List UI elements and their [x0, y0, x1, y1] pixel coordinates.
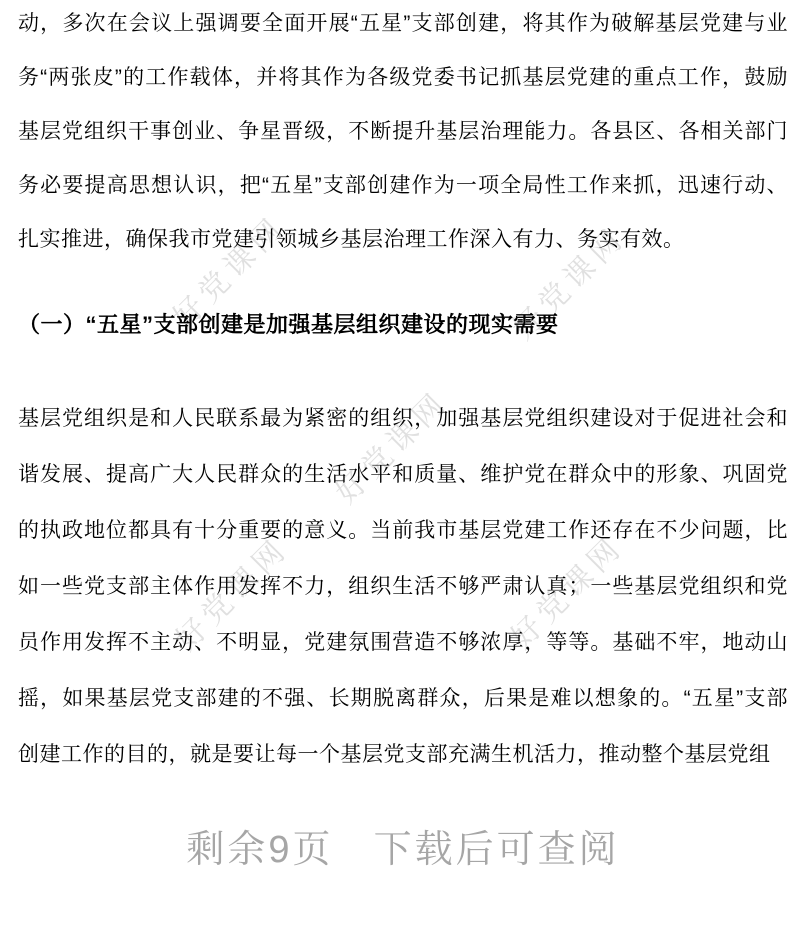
text-line: 谐发展、提高广大人民群众的生活水平和质量、维护党在群众中的形象、巩固党 — [18, 463, 788, 486]
text-line: 动，多次在会议上强调要全面开展“五星”支部创建，将其作为破解基层党建与业 — [18, 12, 788, 35]
text-line: 务必要提高思想认识，把“五星”支部创建作为一项全局性工作来抓，迅速行动、 — [18, 174, 788, 197]
pages-remaining-label: 剩余9页 — [186, 829, 334, 871]
text-line: 摇，如果基层党支部建的不强、长期脱离群众，后果是难以想象的。“五星”支部 — [18, 687, 788, 710]
watermark-text: 好党课网 — [169, 531, 296, 658]
text-line: 创建工作的目的，就是要让每一个基层党支部充满生机活力，推动整个基层党组 — [18, 743, 771, 766]
watermark-text: 好党课网 — [504, 529, 631, 656]
text-line: 的执政地位都具有十分重要的意义。当前我市基层党建工作还存在不少问题，比 — [18, 519, 788, 542]
watermark-text: 好党课网 — [166, 209, 293, 336]
text-line: 基层党组织干事创业、争星晋级，不断提升基层治理能力。各县区、各相关部门 — [18, 120, 788, 143]
watermark-text: 好党课网 — [329, 384, 456, 511]
paragraph-body — [18, 391, 788, 783]
text-line: 务“两张皮”的工作载体，并将其作为各级党委书记抓基层党建的重点工作，鼓励 — [18, 66, 788, 89]
download-hint-label: 下载后可查阅 — [373, 829, 620, 871]
text-line: 基层党组织是和人民联系最为紧密的组织，加强基层党组织建设对于促进社会和 — [18, 407, 788, 430]
watermark-text: 好党课网 — [506, 220, 633, 347]
document-body — [18, 0, 788, 932]
page-footer — [18, 827, 788, 873]
text-line: 扎实推进，确保我市党建引领城乡基层治理工作深入有力、务实有效。 — [18, 228, 685, 251]
text-line: 如一些党支部主体作用发挥不力，组织生活不够严肃认真；一些基层党组织和党 — [18, 575, 788, 598]
section-heading: （一）“五星”支部创建是加强基层组织建设的现实需要 — [18, 312, 559, 337]
text-line: 员作用发挥不主动、不明显，党建氛围营造不够浓厚，等等。基础不牢，地动山 — [18, 631, 788, 654]
paragraph-continuation — [18, 0, 788, 267]
